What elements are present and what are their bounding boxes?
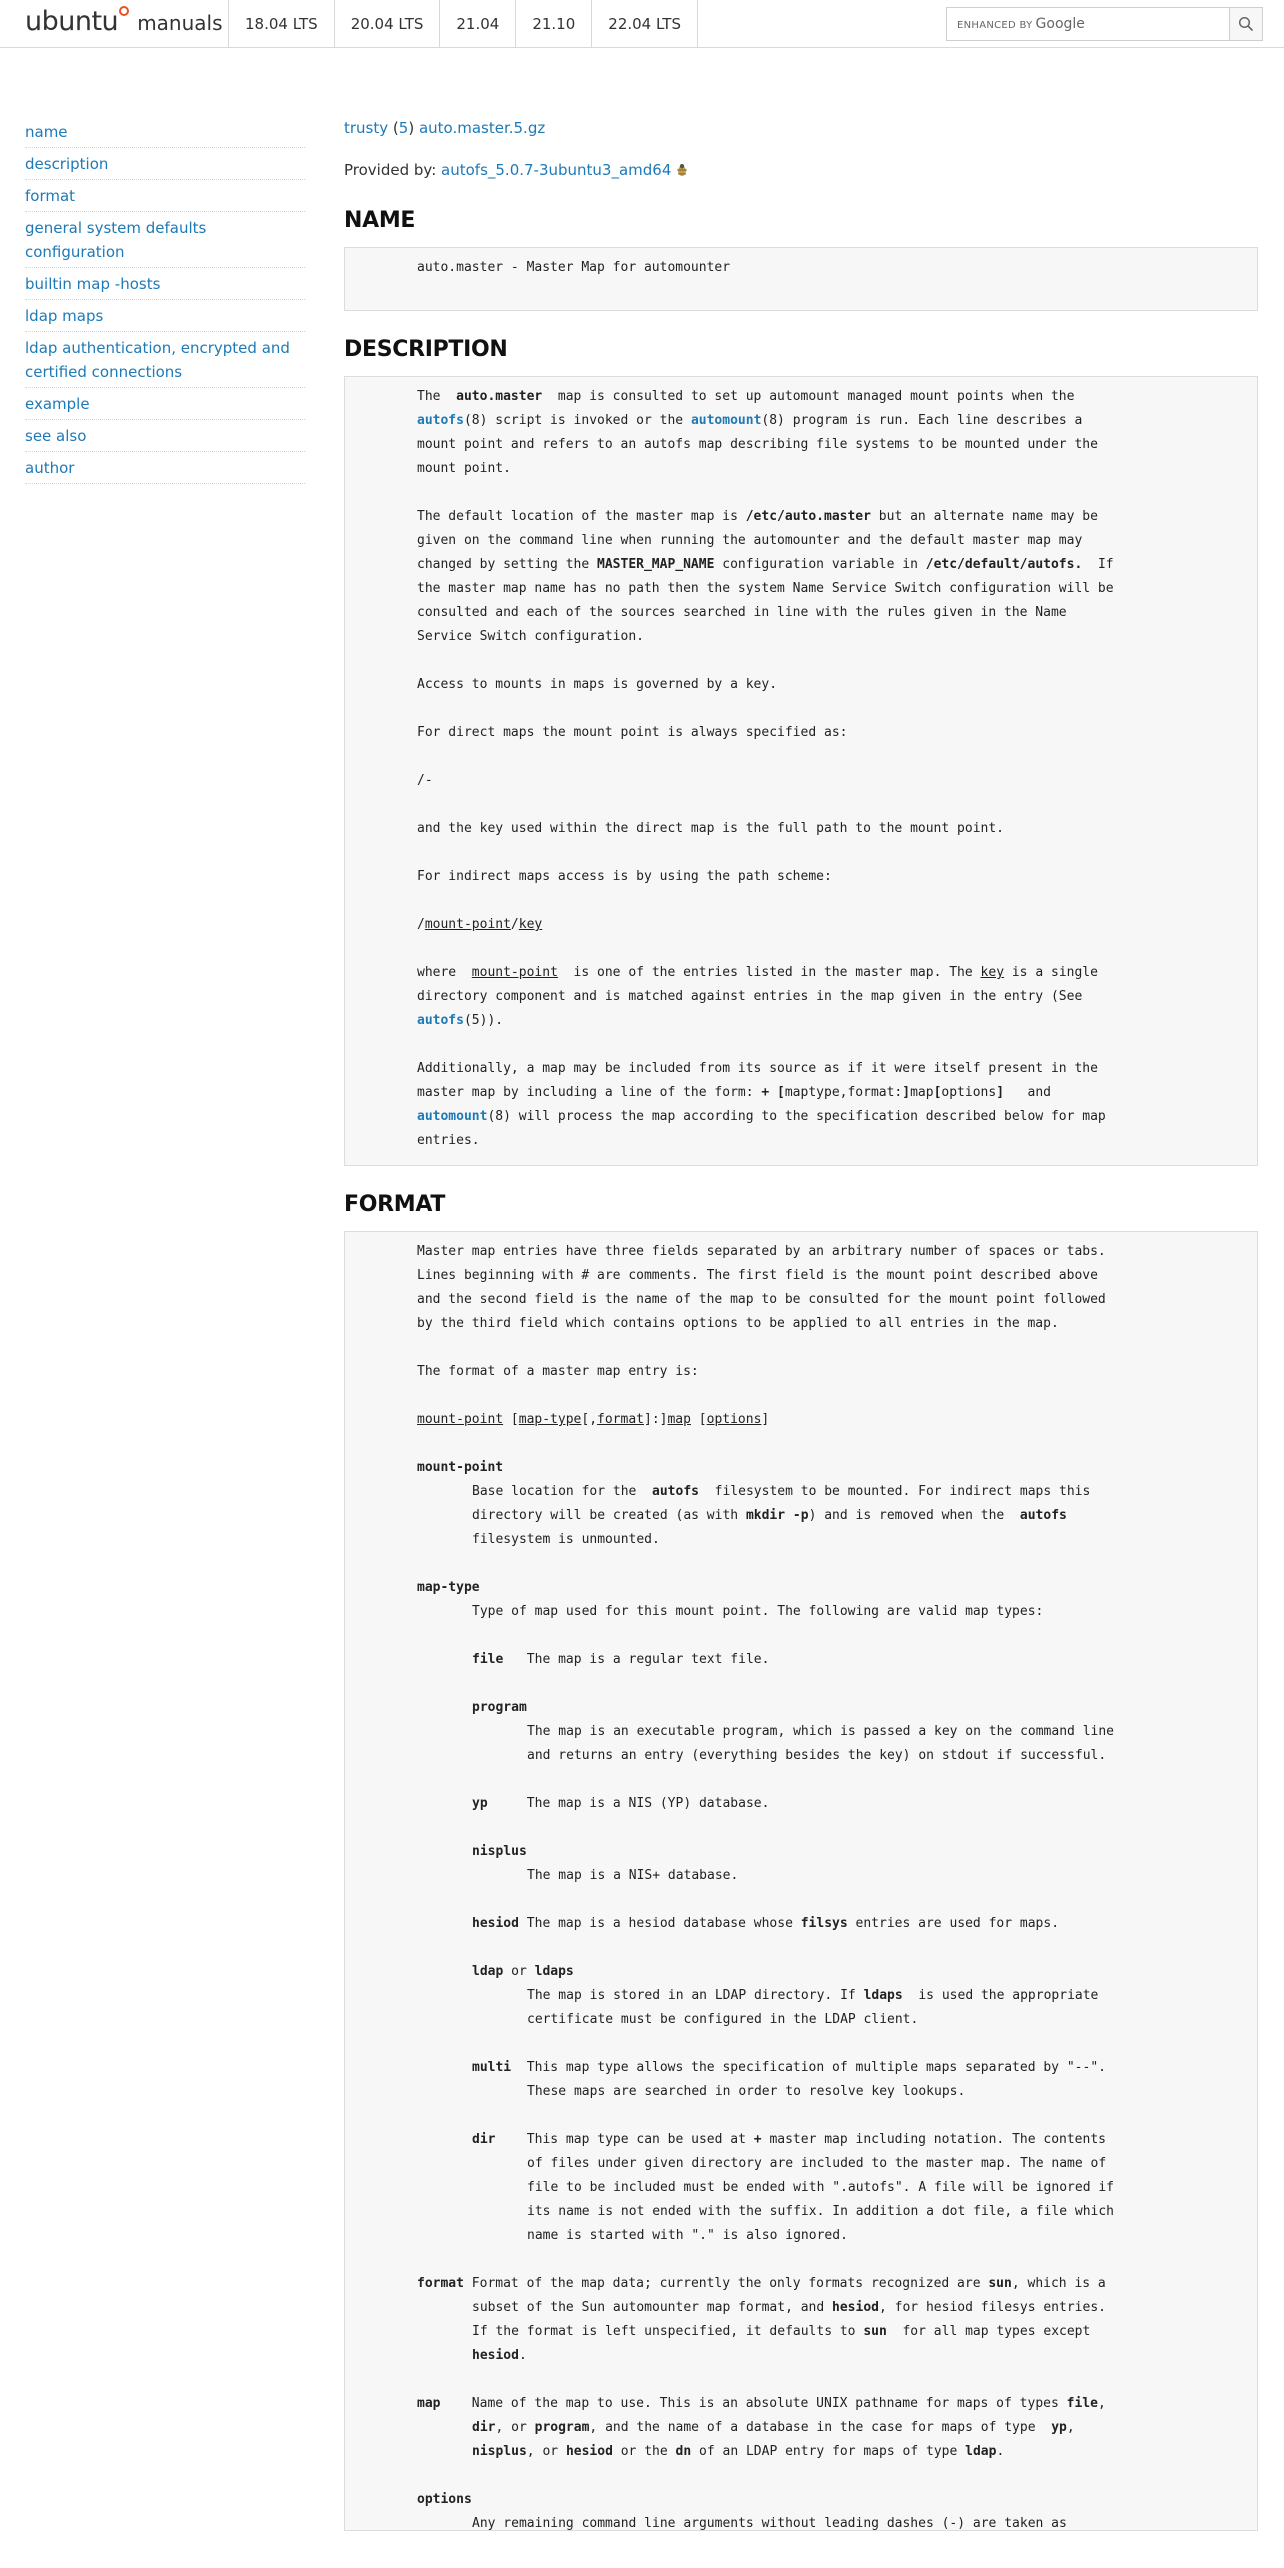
- search-button[interactable]: [1229, 7, 1263, 41]
- top-navigation-bar: [0, 0, 1284, 48]
- type-hesiod: hesiod The map is a hesiod database whose filsys entries are used for maps.: [472, 1916, 1060, 1931]
- type-file: file The map is a regular text file.: [472, 1652, 770, 1667]
- sidebar-item-ldap-auth[interactable]: ldap authentication, encrypted and certified connections: [25, 332, 305, 388]
- entry-syntax: mount-point [map-type[,format]:]map [options]: [417, 1412, 770, 1427]
- breadcrumb-section-link[interactable]: 5: [398, 119, 409, 137]
- sidebar-item-builtin-hosts[interactable]: builtin map -hosts: [25, 268, 305, 300]
- section-heading-format: FORMAT: [344, 1192, 446, 1217]
- sidebar-item-author[interactable]: author: [25, 452, 305, 484]
- description-section-box: The auto.master map is consulted to set up automount managed mount points when the autofs(8) script is invoked or the automount(8) program is run. Each line describes a mount point and refers to an autofs map describing file systems to be mounted under the mount point. The default location of the master map is /etc/auto.master but an alternate name may be given on the command line when running the automounter and the default master map may changed by setting the MASTER_MAP_NAME configuration variable in /etc/default/autofs. If the master map name has no path then the system Name Service Switch configuration will be consulted and each of the sources searched in line with the rules given in the Name Service Switch configuration. Access to mounts in maps is governed by a key. For direct maps the mount point is always specified as: /- and the key used within the direct map is the full path to the mount point. For indirect maps access is by using the path scheme: /mount-point/key where mount-point is one of the entries listed in the master map. The key is a single directory component and is matched against entries in the map given in the entry (See autofs(5)). Additionally, a map may be included from its source as if it were itself present in the master map by including a line of the form: + [maptype,format:]map[options] and automount(8) will process the map according to the specification described below for map entries.: [344, 376, 1258, 1166]
- package-link[interactable]: autofs_5.0.7-3ubuntu3_amd64: [441, 161, 672, 179]
- automount-man-link[interactable]: automount: [690, 413, 762, 428]
- description-paragraph: The default location of the master map is /etc/auto.master but an alternate name may be: [417, 509, 1098, 524]
- search-icon: [1238, 16, 1254, 32]
- type-program: program: [472, 1700, 527, 1715]
- breadcrumb-release-link[interactable]: trusty: [344, 119, 389, 137]
- release-tab-2004[interactable]: 20.04 LTS: [334, 0, 440, 47]
- name-text: auto.master - Master Map for automounter: [417, 260, 731, 275]
- logo-wordmark: ubuntu: [25, 6, 119, 37]
- breadcrumb-file-link[interactable]: auto.master.5.gz: [418, 119, 546, 137]
- description-paragraph: For indirect maps access is by using the path scheme:: [417, 869, 832, 884]
- automount-8-man-link[interactable]: automount: [417, 1109, 488, 1124]
- release-tab-2110[interactable]: 21.10: [515, 0, 591, 47]
- description-paragraph: For direct maps the mount point is always specified as:: [417, 725, 848, 740]
- autofs-5-man-link[interactable]: autofs: [417, 1013, 464, 1028]
- release-tab-2204[interactable]: 22.04 LTS: [591, 0, 698, 47]
- direct-map-syntax: /-: [417, 773, 433, 788]
- search-input[interactable]: [946, 7, 1229, 41]
- search-placeholder: ENHANCED BY Google: [957, 16, 1085, 32]
- release-tab-1804[interactable]: 18.04 LTS: [228, 0, 334, 47]
- term-format: format Format of the map data; currently the only formats recognized are sun, which is a: [417, 2276, 1106, 2291]
- autofs-man-link[interactable]: autofs: [417, 413, 464, 428]
- term-options: options: [417, 2492, 472, 2507]
- sidebar-item-see-also[interactable]: see also: [25, 420, 305, 452]
- release-tab-2104[interactable]: 21.04: [439, 0, 515, 47]
- type-nisplus: nisplus: [472, 1844, 527, 1859]
- breadcrumb: trusty (5) auto.master.5.gz: [344, 119, 546, 137]
- search-form: [946, 7, 1263, 41]
- sidebar-item-ldap-maps[interactable]: ldap maps: [25, 300, 305, 332]
- sidebar-item-general-defaults[interactable]: general system defaults configuration: [25, 212, 305, 268]
- section-heading-name: NAME: [344, 208, 416, 233]
- type-dir: dir This map type can be used at + master map including notation. The contents: [472, 2132, 1106, 2147]
- description-paragraph: The auto.master map is consulted to set up automount managed mount points when the: [417, 389, 1075, 404]
- sidebar-item-example[interactable]: example: [25, 388, 305, 420]
- description-paragraph: Additionally, a map may be included from its source as if it were itself present in the: [417, 1061, 1098, 1076]
- description-paragraph: and the key used within the direct map is the full path to the mount point.: [417, 821, 1004, 836]
- term-map-type: map-type: [417, 1580, 480, 1595]
- manpage-content: [344, 116, 1258, 2531]
- sidebar-item-description[interactable]: description: [25, 148, 305, 180]
- release-tabs: [228, 0, 698, 47]
- description-paragraph: where mount-point is one of the entries listed in the master map. The key is a single: [417, 965, 1098, 980]
- sidebar-item-name[interactable]: name: [25, 116, 305, 148]
- site-logo[interactable]: [25, 6, 223, 42]
- term-map: map Name of the map to use. This is an absolute UNIX pathname for maps of types file,: [417, 2396, 1106, 2411]
- format-section-box: Master map entries have three fields separated by an arbitrary number of spaces or tabs. Lines beginning with # are comments. The first field is the mount point described above and the second field is the name of the map to be consulted for the mount point followed by the third field which contains options to be applied to all entries in the map. The format of a master map entry is: mount-point [map-type[,format]:]map [options] mount-point Base location for the autofs filesystem to be mounted. For indirect maps this directory will be created (as with mkdir -p) and is removed when the autofs filesystem is unmounted. map-type Type of map used for this mount point. The following are valid map types: file The map is a regular text file. program The map is an executable program, which is passed a key on the command line and returns an entry (everything besides the key) on stdout if successful. yp The map is a NIS (YP) database. nisplus The map is a NIS+ database. hesiod The map is a hesiod database whose filsys entries are used for maps. ldap or ldaps The map is stored in an LDAP directory. If ldaps is used the appropriate certificate must be configured in the LDAP client. multi This map type allows the specification of multiple maps separated by "--". These maps are searched in order to resolve key lookups. dir This map type can be used at + master map including notation. The contents of files under given directory are included to the master map. The name of file to be included must be ended with ".autofs". A file will be ignored if its name is not ended with the suffix. In addition a dot file, a file which name is started with "." is also ignored. format Format of the map data; currently the only formats recognized are sun, which is a subset of the Sun automounter map format, and hesiod, for hesiod filesys entries. If the format is left unspecified, it defaults to sun for all map types except hesiod. map Name of the map to use. This is an absolute UNIX pathname for maps of types file, dir, or program, and the name of a database in the case for maps of type yp, nisplus, or hesiod or the dn of an LDAP entry for maps of type ldap. options Any remaining command line arguments without leading dashes (-) are taken as: [344, 1231, 1258, 2531]
- provided-by-label: Provided by:: [344, 161, 437, 179]
- sidebar-item-format[interactable]: format: [25, 180, 305, 212]
- term-mount-point: mount-point: [417, 1460, 504, 1475]
- logo-subtitle: manuals: [137, 11, 223, 35]
- name-section-box: [344, 247, 1258, 311]
- circle-of-friends-icon: [119, 6, 129, 16]
- type-ldap: ldap or ldaps: [472, 1964, 574, 1979]
- type-yp: yp The map is a NIS (YP) database.: [472, 1796, 770, 1811]
- description-paragraph: Access to mounts in maps is governed by a key.: [417, 677, 778, 692]
- type-multi: multi This map type allows the specification of multiple maps separated by "--".: [472, 2060, 1106, 2075]
- provided-by: [344, 158, 1258, 182]
- indirect-map-syntax: /mount-point/key: [417, 917, 543, 932]
- bug-icon[interactable]: [675, 163, 689, 177]
- section-heading-description: DESCRIPTION: [344, 337, 508, 362]
- section-sidebar: [25, 116, 305, 484]
